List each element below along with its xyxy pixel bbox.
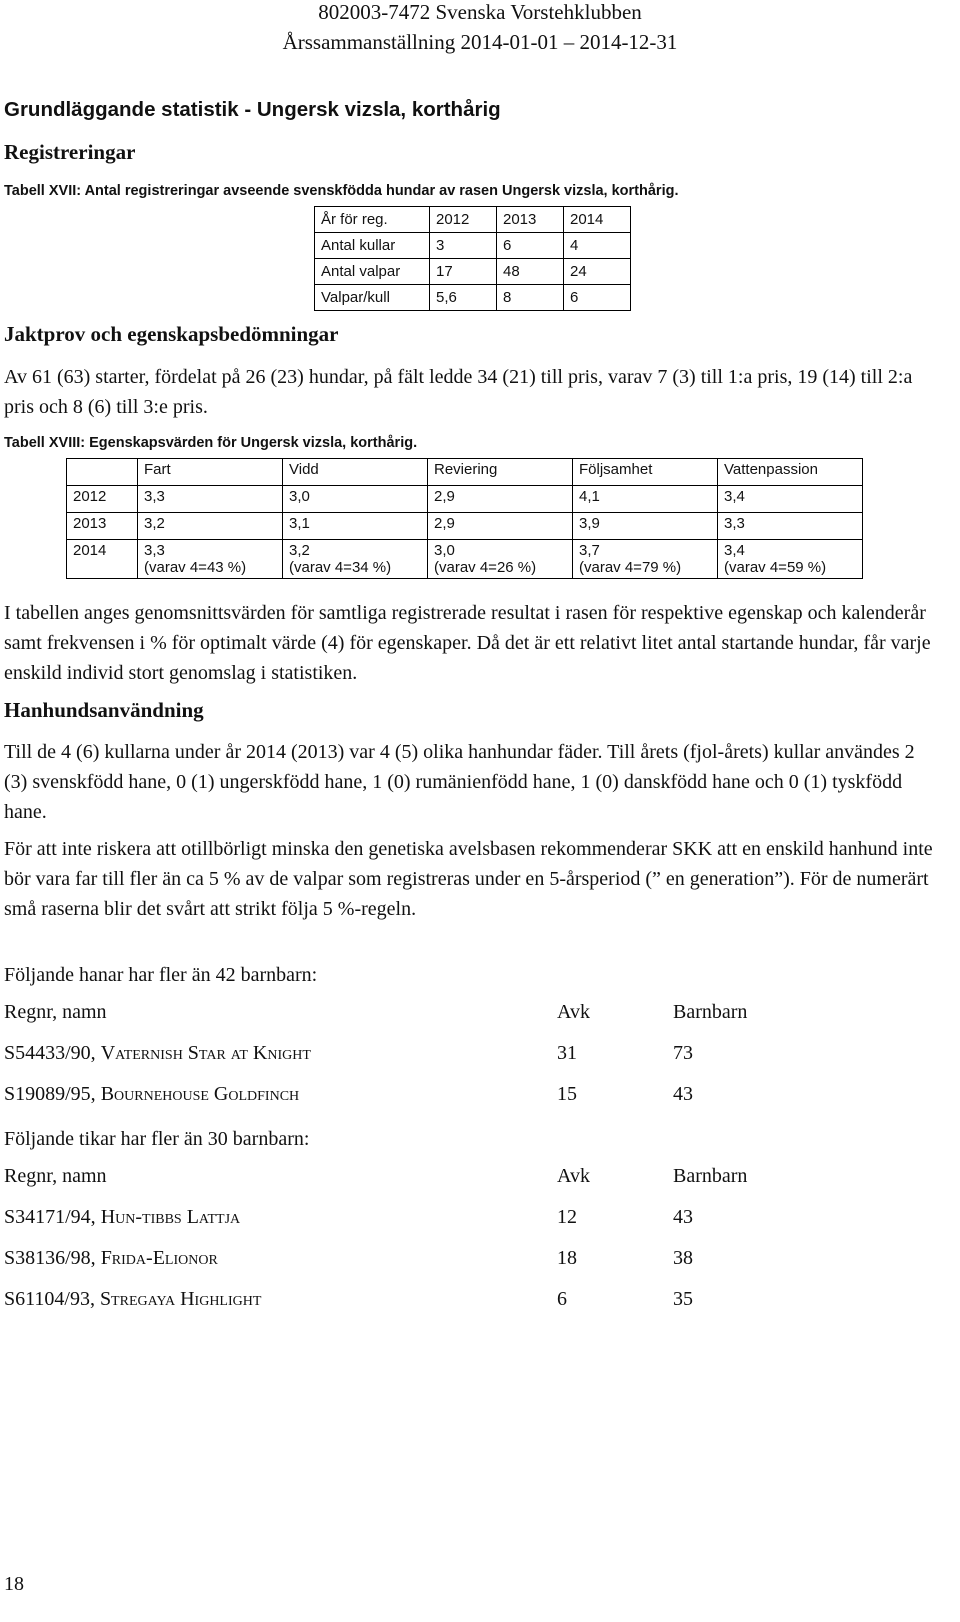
table-cell: 6 <box>497 233 564 259</box>
table-cell <box>67 459 138 486</box>
table-cell: 3,2 <box>138 513 283 540</box>
table-row <box>67 513 863 540</box>
dog-entry <box>4 1042 311 1065</box>
jaktprov-paragraph: Av 61 (63) starter, fördelat på 26 (23) hundar, på fält ledde 34 (21) till pris, varav 7 (3) till 1:a pris, 19 (14) till 2:a pris och 8 (6) till 3:e pris. <box>4 366 913 418</box>
table-cell: 2,9 <box>428 513 573 540</box>
caption-table-xviii: Tabell XVIII: Egenskapsvärden för Ungersk vizsla, korthårig. <box>4 435 418 451</box>
column-header: Avk <box>557 1001 590 1023</box>
table-cell: 2013 <box>67 513 138 540</box>
dog-avk: 6 <box>557 1288 567 1310</box>
heading-hanhund: Hanhundsanvändning <box>4 698 204 722</box>
cell-note: (varav 4=26 %) <box>434 559 537 576</box>
column-header: Regnr, namn <box>4 1165 107 1187</box>
dog-name: Frida-Elionor <box>100 1247 218 1269</box>
table-cell: Fart <box>138 459 283 486</box>
header-org: 802003-7472 Svenska Vorstehklubben <box>318 0 642 24</box>
table-cell <box>573 540 718 579</box>
egenskap-table <box>66 458 863 579</box>
cell-note: (varav 4=34 %) <box>289 559 392 576</box>
dog-name: Vaternish Star at Knight <box>100 1042 311 1064</box>
dog-avk: 15 <box>557 1083 577 1105</box>
column-header: Regnr, namn <box>4 1001 107 1023</box>
dog-regnr: S54433/90, <box>4 1042 101 1064</box>
table-cell: 24 <box>564 259 631 285</box>
dog-avk: 18 <box>557 1247 577 1269</box>
table-cell: Valpar/kull <box>315 285 430 311</box>
page-number: 18 <box>4 1573 24 1595</box>
table-cell <box>283 540 428 579</box>
header-period: Årssammanställning 2014-01-01 – 2014-12-31 <box>282 30 678 54</box>
registration-table <box>314 206 631 311</box>
hanhund-paragraph-1: Till de 4 (6) kullarna under år 2014 (2013) var 4 (5) olika hanhundar fäder. Till årets (fjol-årets) kullar användes 2 (3) svenskfödd hane, 0 (1) ungerskfödd hane, 1 (0) rumänienfödd hane, 1 (0) danskfödd hane och 0 (1) tyskfödd hane. <box>4 741 915 823</box>
dog-regnr: S38136/98, <box>4 1247 101 1269</box>
table-header-row <box>315 207 631 233</box>
females-intro: Följande tikar har fler än 30 barnbarn: <box>4 1128 310 1150</box>
table-cell: 3 <box>430 233 497 259</box>
table-cell: Följsamhet <box>573 459 718 486</box>
table-cell: 2,9 <box>428 486 573 513</box>
cell-note: (varav 4=79 %) <box>579 559 682 576</box>
cell-value: 3,4 <box>724 542 745 559</box>
table-cell: 2012 <box>430 207 497 233</box>
dog-barnbarn: 38 <box>673 1247 693 1269</box>
dog-barnbarn: 73 <box>673 1042 693 1064</box>
table-cell <box>718 540 863 579</box>
dog-avk: 12 <box>557 1206 577 1228</box>
dog-entry <box>4 1247 218 1270</box>
column-header: Barnbarn <box>673 1165 748 1187</box>
hanhund-paragraph-2: För att inte riskera att otillbörligt minska den genetiska avelsbasen rekommenderar SKK att en enskild hanhund inte bör vara far till fler än ca 5 % av de valpar som registreras under en 5-årsperiod (” en generation”). För de numerärt små raserna blir det svårt att strikt följa 5 %-regeln. <box>4 838 933 920</box>
table-cell: 4,1 <box>573 486 718 513</box>
table-cell: 3,3 <box>138 486 283 513</box>
males-intro: Följande hanar har fler än 42 barnbarn: <box>4 964 318 986</box>
table-cell: Antal valpar <box>315 259 430 285</box>
table-header-row <box>67 459 863 486</box>
table-cell: 2014 <box>67 540 138 579</box>
table-cell: 6 <box>564 285 631 311</box>
table-cell: 17 <box>430 259 497 285</box>
table-cell: 4 <box>564 233 631 259</box>
table-cell: 3,3 <box>718 513 863 540</box>
dog-barnbarn: 35 <box>673 1288 693 1310</box>
dog-regnr: S61104/93, <box>4 1288 100 1310</box>
table-cell: 2012 <box>67 486 138 513</box>
table-cell: År för reg. <box>315 207 430 233</box>
table-cell: 8 <box>497 285 564 311</box>
column-header: Barnbarn <box>673 1001 748 1023</box>
dog-regnr: S19089/95, <box>4 1083 101 1105</box>
caption-table-xvii: Tabell XVII: Antal registreringar avseende svenskfödda hundar av rasen Ungersk vizsla, korthårig. <box>4 183 679 199</box>
cell-value: 3,2 <box>289 542 310 559</box>
table-cell: Vidd <box>283 459 428 486</box>
table-cell <box>428 540 573 579</box>
dog-regnr: S34171/94, <box>4 1206 101 1228</box>
dog-entry <box>4 1206 240 1229</box>
table-cell: 2014 <box>564 207 631 233</box>
table-cell: Reviering <box>428 459 573 486</box>
table-cell: 48 <box>497 259 564 285</box>
table-cell: Antal kullar <box>315 233 430 259</box>
cell-value: 3,3 <box>144 542 165 559</box>
section-title: Grundläggande statistik - Ungersk vizsla, korthårig <box>4 98 501 121</box>
table-cell: 2013 <box>497 207 564 233</box>
explanation-paragraph: I tabellen anges genomsnittsvärden för samtliga registrerade resultat i rasen för respektive egenskap och kalenderår samt frekvensen i % för optimalt värde (4) för egenskaper. Då det är ett relativt litet antal startande hundar, får varje enskild individ stort genomslag i statistiken. <box>4 602 931 684</box>
dog-entry <box>4 1288 261 1311</box>
column-header: Avk <box>557 1165 590 1187</box>
cell-value: 3,7 <box>579 542 600 559</box>
table-cell <box>138 540 283 579</box>
dog-name: Hun-tibbs Lattja <box>100 1206 241 1228</box>
table-cell: 3,4 <box>718 486 863 513</box>
cell-value: 3,0 <box>434 542 455 559</box>
table-row <box>315 285 631 311</box>
table-cell: 3,9 <box>573 513 718 540</box>
table-row <box>67 540 863 579</box>
table-cell: 5,6 <box>430 285 497 311</box>
dog-name: Bournehouse Goldfinch <box>100 1083 300 1105</box>
table-cell: 3,1 <box>283 513 428 540</box>
dog-entry <box>4 1083 299 1106</box>
dog-barnbarn: 43 <box>673 1206 693 1228</box>
table-cell: Vattenpassion <box>718 459 863 486</box>
dog-barnbarn: 43 <box>673 1083 693 1105</box>
table-row <box>315 233 631 259</box>
cell-note: (varav 4=59 %) <box>724 559 827 576</box>
heading-jaktprov: Jaktprov och egenskapsbedömningar <box>4 322 339 346</box>
dog-avk: 31 <box>557 1042 577 1064</box>
cell-note: (varav 4=43 %) <box>144 559 247 576</box>
table-cell: 3,0 <box>283 486 428 513</box>
dog-name: Stregaya Highlight <box>99 1288 262 1310</box>
table-row <box>315 259 631 285</box>
heading-registreringar: Registreringar <box>4 140 136 164</box>
table-row <box>67 486 863 513</box>
